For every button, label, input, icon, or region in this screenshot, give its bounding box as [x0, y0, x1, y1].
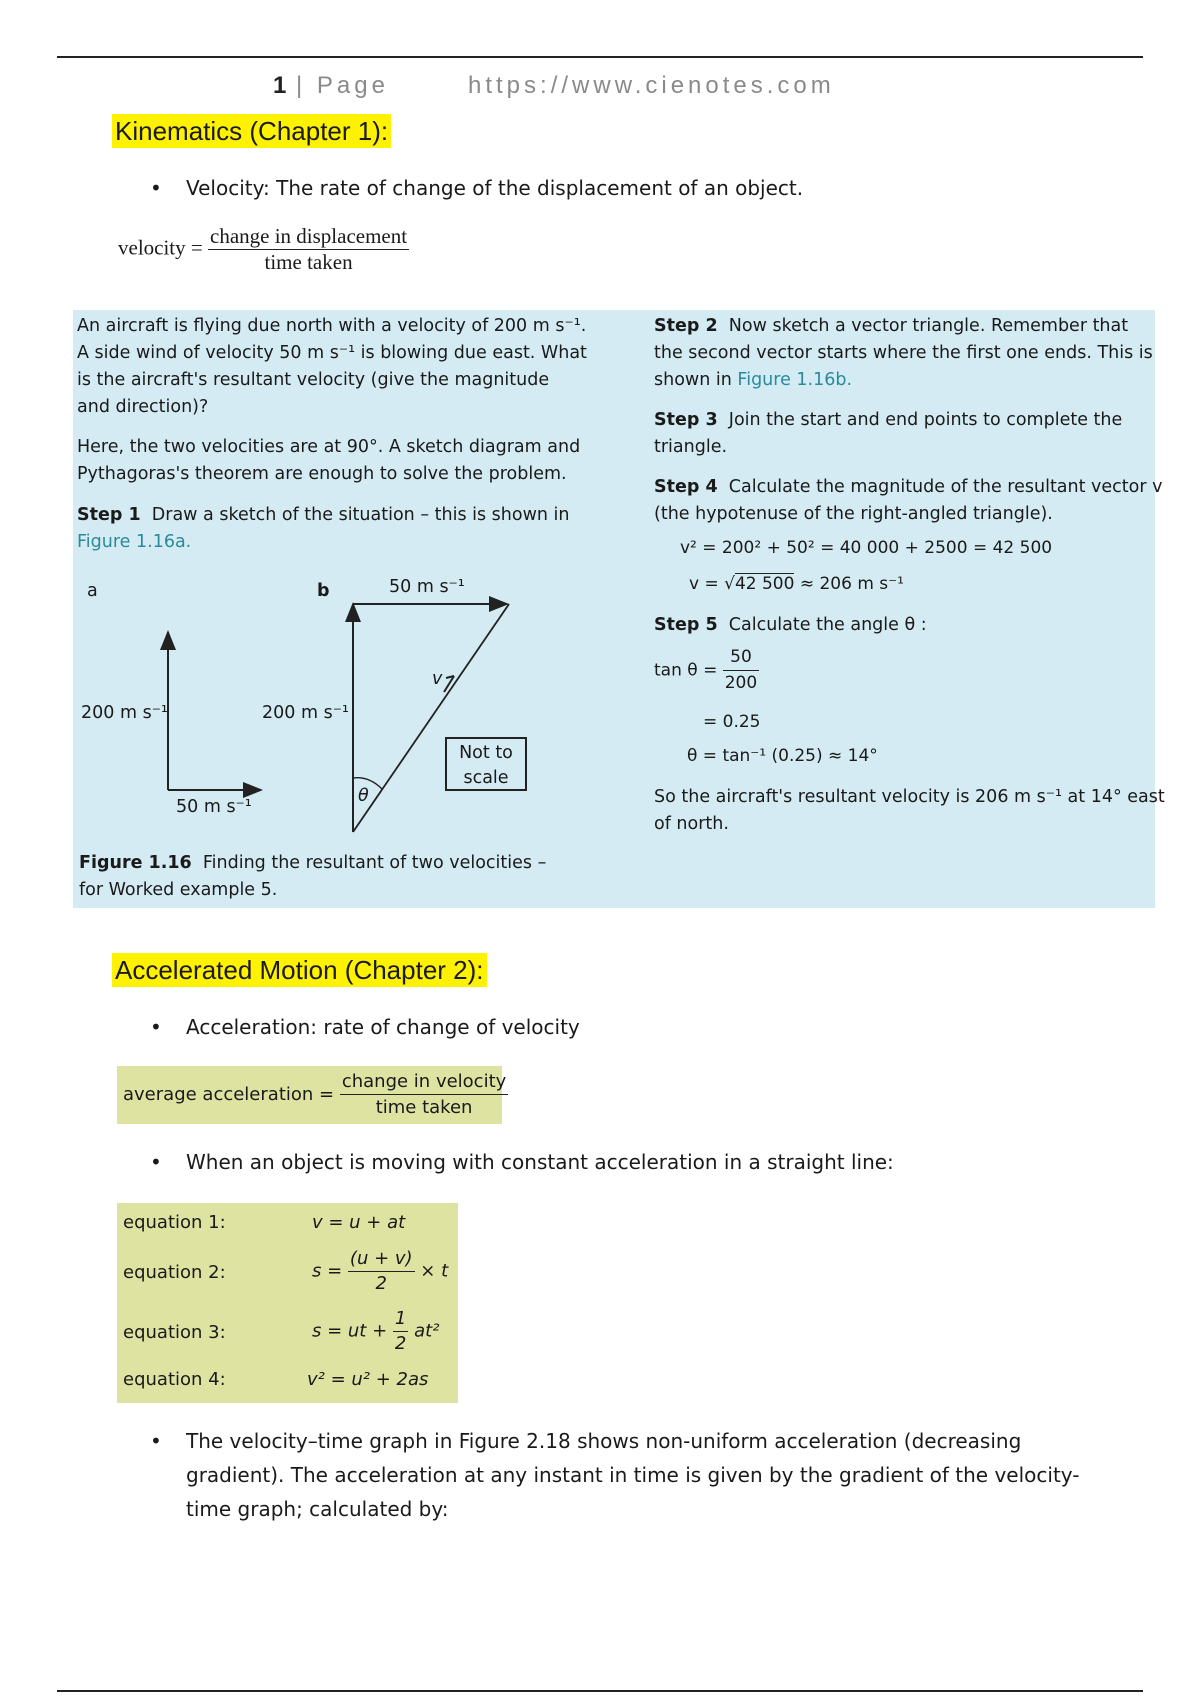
equation-label: equation 2:: [123, 1262, 226, 1283]
step5-label: Step 5: [654, 615, 718, 635]
acceleration-formula: [123, 1069, 508, 1120]
page-label: | Page: [296, 72, 389, 99]
header-rule: [57, 56, 1143, 58]
equation-expression: [312, 1247, 448, 1296]
step2-line: the second vector starts where the first one ends. This is: [654, 343, 1153, 363]
equation-expression: v² = u² + 2as: [307, 1369, 429, 1390]
bullet-dot: •: [150, 1429, 162, 1453]
acceleration-numerator: change in velocity: [340, 1069, 508, 1095]
figure-b-theta-label: θ: [358, 786, 369, 806]
step2: [654, 313, 1153, 394]
suvat-equations-box: [117, 1203, 458, 1403]
resultant-arrow-head: [444, 676, 454, 692]
conclusion-line: So the aircraft's resultant velocity is 206 m s⁻¹ at 14° east: [654, 787, 1165, 807]
graph-text-line: gradient). The acceleration at any instant in time is given by the gradient of the velocity-: [186, 1463, 1080, 1487]
question-line: is the aircraft's resultant velocity (give the magnitude: [77, 370, 550, 390]
figure-b-top-label: 50 m s⁻¹: [389, 577, 465, 597]
constant-acceleration-text: When an object is moving with constant acceleration in a straight line:: [186, 1150, 894, 1174]
figure-1-16a-link[interactable]: Figure 1.16a.: [77, 532, 192, 552]
equation-label: equation 4:: [123, 1369, 226, 1390]
conclusion: [654, 784, 1165, 838]
caption-label: Figure 1.16: [79, 853, 192, 873]
tan-fraction: [723, 645, 759, 696]
step1-text: Draw a sketch of the situation – this is shown in: [151, 505, 570, 525]
tan-denominator: 200: [724, 673, 758, 693]
footer-rule: [57, 1690, 1143, 1692]
step3-line: Join the start and end points to complete the: [728, 410, 1123, 430]
not-to-scale-note: [459, 741, 513, 791]
equation-denominator: 2: [394, 1333, 407, 1354]
caption-text: Finding the resultant of two velocities –: [202, 853, 547, 873]
equation-rhs: × t: [420, 1260, 449, 1282]
not-to-scale-line: scale: [463, 768, 509, 788]
figure-1-16b-link[interactable]: Figure 1.16b.: [737, 370, 853, 390]
not-to-scale-line: Not to: [459, 743, 513, 763]
step4-label: Step 4: [654, 477, 718, 497]
graph-text-line: The velocity–time graph in Figure 2.18 shows non-uniform acceleration (decreasing: [186, 1429, 1022, 1453]
chapter2-heading: Accelerated Motion (Chapter 2):: [112, 953, 487, 987]
step4-line: (the hypotenuse of the right-angled triangle).: [654, 504, 1053, 524]
example-question: [77, 313, 587, 421]
resultant-radicand: 42 500: [734, 574, 795, 594]
theta-equation: θ = tan⁻¹ (0.25) ≈ 14°: [687, 746, 878, 766]
step3-line: triangle.: [654, 437, 728, 457]
bullet-dot: •: [150, 176, 162, 200]
equation-expression: [312, 1307, 439, 1356]
approach-line: Pythagoras's theorem are enough to solve the problem.: [77, 464, 567, 484]
step2-label: Step 2: [654, 316, 718, 336]
tan-value: = 0.25: [703, 712, 761, 732]
step4-line: Calculate the magnitude of the resultant vector v: [728, 477, 1163, 497]
example-approach: [77, 434, 580, 488]
velocity-denominator: time taken: [264, 250, 353, 274]
equation-numerator: (u + v): [348, 1247, 415, 1272]
equation-lhs: s = ut +: [312, 1320, 388, 1342]
page-number: 1: [273, 72, 287, 99]
tan-lhs: tan θ =: [654, 660, 718, 681]
velocity-definition: Velocity: The rate of change of the displacement of an object.: [186, 176, 804, 200]
velocity-formula-lhs: velocity =: [118, 235, 203, 260]
step4: [654, 474, 1162, 528]
step3: [654, 407, 1122, 461]
conclusion-line: of north.: [654, 814, 729, 834]
magnitude-equation: v² = 200² + 50² = 40 000 + 2500 = 42 500: [680, 538, 1053, 558]
step2-line: Now sketch a vector triangle. Remember that: [728, 316, 1129, 336]
equation-label: equation 1:: [123, 1212, 226, 1233]
chapter1-heading: Kinematics (Chapter 1):: [112, 114, 391, 148]
resultant-equation: [689, 571, 904, 598]
step5-text: Calculate the angle θ :: [728, 615, 927, 635]
velocity-numerator: change in displacement: [210, 224, 408, 248]
velocity-formula: [118, 224, 409, 275]
graph-text-line: time graph; calculated by:: [186, 1497, 449, 1521]
equation-label: equation 3:: [123, 1322, 226, 1343]
acceleration-lhs: average acceleration =: [123, 1084, 335, 1105]
acceleration-definition: Acceleration: rate of change of velocity: [186, 1015, 580, 1039]
step1-label: Step 1: [77, 505, 141, 525]
caption-text-2: for Worked example 5.: [79, 880, 278, 900]
approach-line: Here, the two velocities are at 90°. A sketch diagram and: [77, 437, 581, 457]
acceleration-formula-box: [117, 1066, 507, 1124]
figure-b-v-label: v: [432, 669, 443, 689]
equation-expression: v = u + at: [312, 1212, 406, 1233]
equation-rhs: at²: [414, 1320, 440, 1342]
figure-caption: [79, 850, 546, 904]
equation-fraction: [393, 1307, 408, 1356]
resultant-line: [353, 604, 509, 832]
question-line: An aircraft is flying due north with a velocity of 200 m s⁻¹.: [77, 316, 587, 336]
figure-b-vertical-label: 200 m s⁻¹: [262, 703, 349, 723]
figure-label-b: b: [317, 581, 330, 601]
question-line: A side wind of velocity 50 m s⁻¹ is blowing due east. What: [77, 343, 587, 363]
resultant-rhs: ≈ 206 m s⁻¹: [799, 574, 904, 594]
equation-fraction: [348, 1247, 415, 1296]
equation-lhs: s =: [312, 1260, 343, 1282]
bullet-dot: •: [150, 1150, 162, 1174]
step3-label: Step 3: [654, 410, 718, 430]
tan-equation: [654, 645, 759, 696]
question-line: and direction)?: [77, 397, 209, 417]
resultant-lhs: v = √: [689, 574, 735, 594]
bullet-dot: •: [150, 1015, 162, 1039]
step2-line: shown in: [654, 370, 732, 390]
step5: [654, 612, 927, 639]
equation-numerator: 1: [393, 1307, 408, 1332]
figure-a-vertical-label: 200 m s⁻¹: [81, 703, 168, 723]
tan-numerator: 50: [723, 645, 759, 671]
equation-denominator: 2: [375, 1273, 387, 1294]
step1: [77, 502, 570, 556]
velocity-fraction: [208, 224, 409, 275]
acceleration-fraction: [340, 1069, 508, 1120]
figure-label-a: a: [87, 581, 98, 601]
figure-a-horizontal-label: 50 m s⁻¹: [176, 797, 252, 817]
acceleration-denominator: time taken: [375, 1097, 473, 1118]
site-url[interactable]: https://www.cienotes.com: [468, 72, 835, 99]
